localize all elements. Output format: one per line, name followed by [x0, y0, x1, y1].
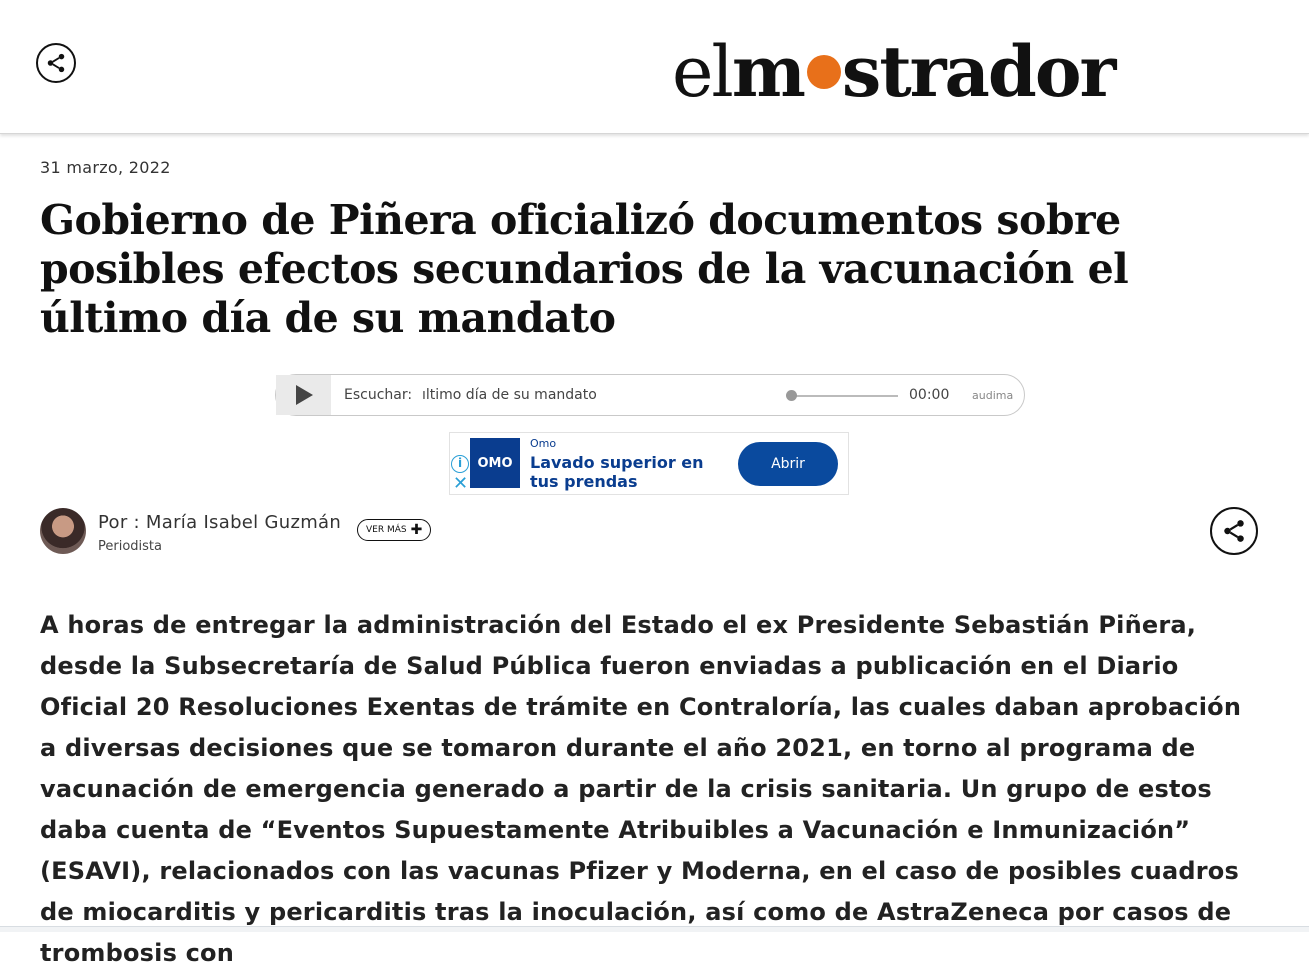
logo-dot — [807, 55, 841, 89]
author-avatar[interactable] — [40, 508, 86, 554]
ad-brand: Omo — [530, 437, 557, 450]
play-button[interactable] — [276, 375, 331, 415]
author-role: Periodista — [98, 539, 162, 554]
play-icon — [294, 384, 314, 406]
site-header — [0, 0, 1309, 134]
site-logo[interactable] — [672, 32, 1114, 112]
see-more-button[interactable] — [357, 519, 431, 541]
player-time: 00:00 — [909, 387, 950, 403]
player-brand: audima — [972, 389, 1014, 402]
author-name[interactable]: Por : María Isabel Guzmán — [98, 512, 342, 533]
article-body: A horas de entregar la administración del Estado el ex Presidente Sebastián Piñera, desde la Subsecretaría de Salud Pública fueron enviadas a publicación en el Diario Oficial 20 Resoluciones Exentas de trámite en Contraloría, las cuales daban aprobación a diversas decisiones que se tomaron durante el año 2021, en torno al programa de vacunación de emergencia generado a partir de la crisis sanitaria. Un grupo de estos daba cuenta de “Eventos Supuestamente Atribuibles a Vacunación e Inmunización” (ESAVI), relacionados con las vacunas Pfizer y Moderna, en el caso de posibles cuadros de miocarditis y pericarditis tras la inoculación, así como de AstraZeneca por casos de trombosis con — [40, 611, 1242, 967]
logo-suffix: strador — [841, 30, 1115, 113]
article-title: Gobierno de Piñera oficializó documentos sobre posibles efectos secundarios de la vacunación el último día de su mandato — [40, 196, 1129, 342]
ad-logo[interactable]: OMO — [470, 438, 520, 488]
share-icon — [45, 52, 67, 74]
share-article-button[interactable] — [1210, 507, 1258, 555]
advertisement[interactable] — [449, 432, 849, 495]
ad-info-icon[interactable]: i — [451, 455, 469, 473]
article-date: 31 marzo, 2022 — [40, 158, 171, 177]
player-seek-handle[interactable] — [786, 390, 797, 401]
player-progress[interactable] — [788, 395, 898, 397]
share-button[interactable] — [36, 43, 76, 83]
ad-text[interactable]: Lavado superior en tus prendas — [530, 453, 704, 491]
ad-close-icon[interactable]: ✕ — [453, 473, 469, 494]
see-more-label: VER MÁS — [366, 525, 407, 535]
share-icon — [1221, 518, 1247, 544]
logo-prefix: el — [672, 31, 732, 113]
logo-m: m — [731, 30, 804, 113]
audio-player — [275, 374, 1025, 416]
bottom-bar — [0, 926, 1309, 932]
player-track: ıltimo día de su mandato — [422, 387, 597, 403]
player-label: Escuchar: — [344, 387, 413, 403]
ad-open-button[interactable]: Abrir — [738, 442, 838, 486]
plus-icon: ✚ — [410, 522, 423, 538]
